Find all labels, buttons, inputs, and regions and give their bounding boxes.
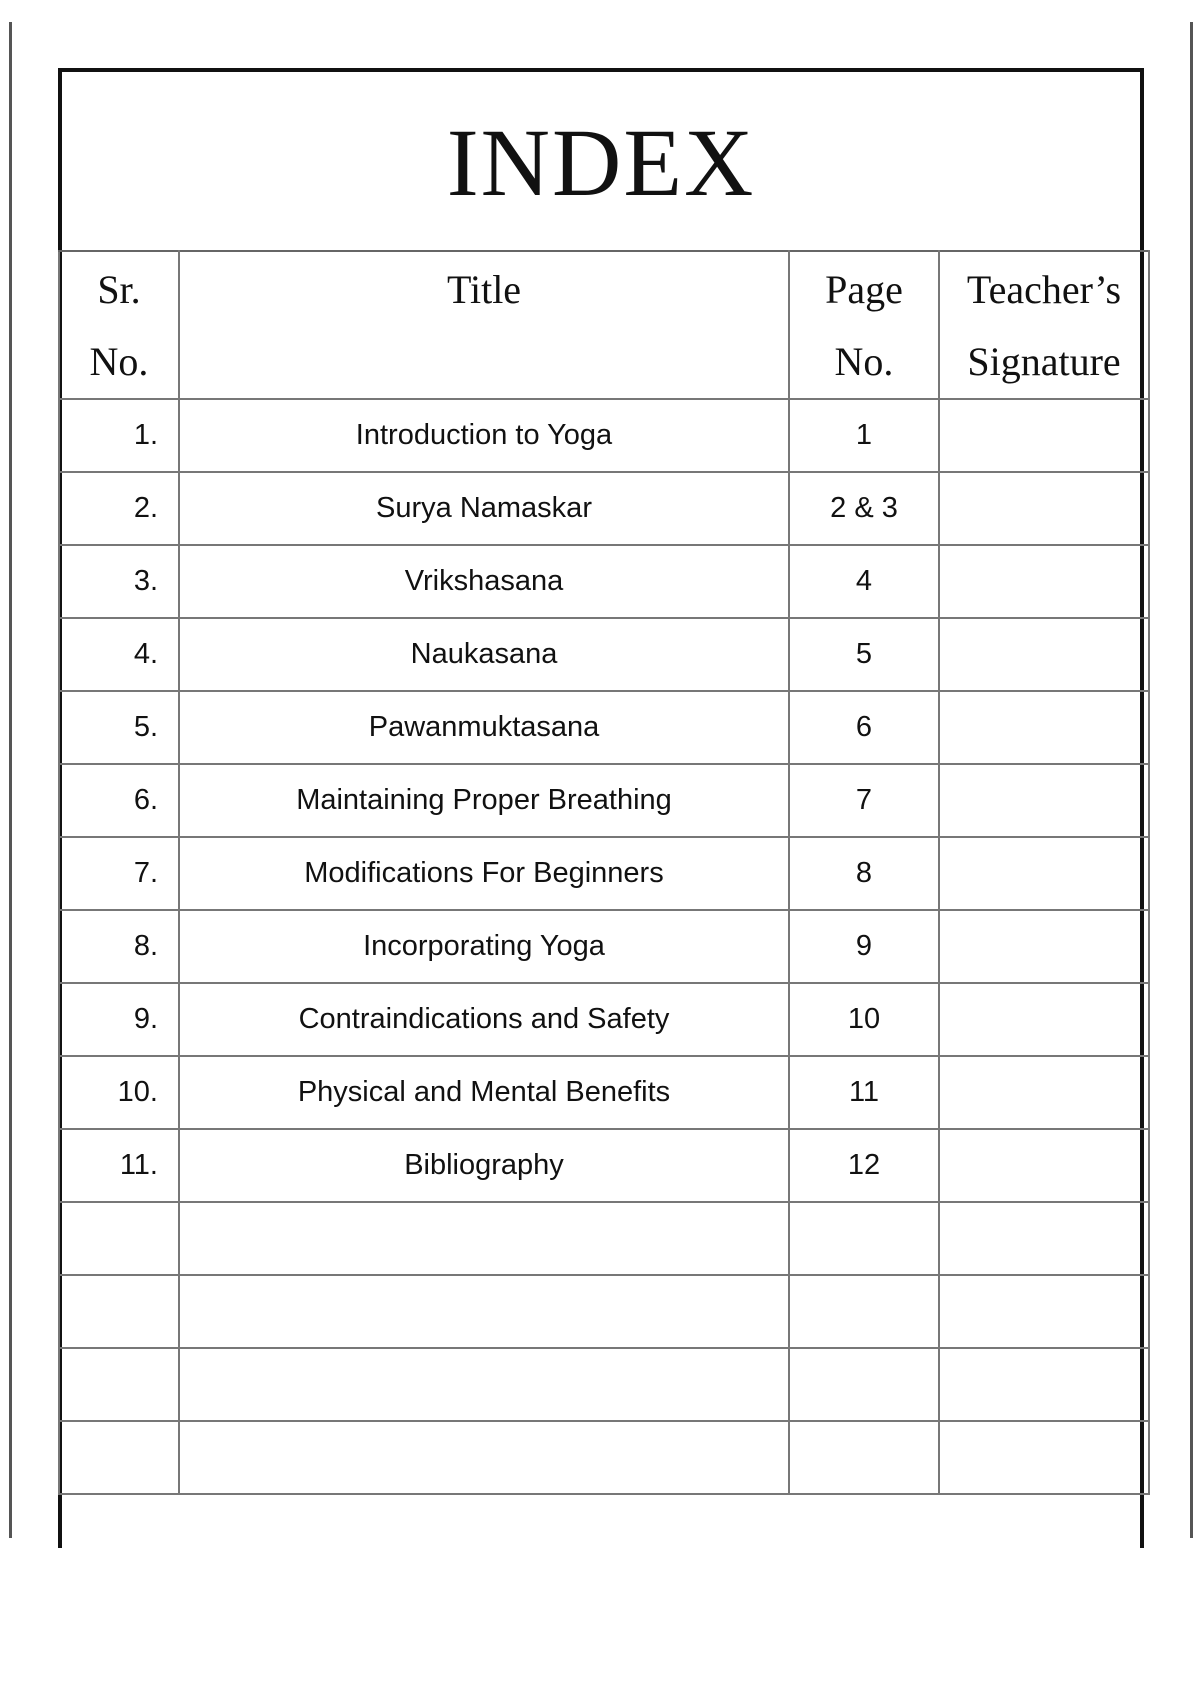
row-sr-no: 6. (59, 764, 179, 837)
row-sr-no: 7. (59, 837, 179, 910)
empty-cell (179, 1202, 789, 1275)
empty-cell (789, 1421, 939, 1494)
row-title: Modifications For Beginners (179, 837, 789, 910)
row-page-no: 4 (789, 545, 939, 618)
row-title: Incorporating Yoga (179, 910, 789, 983)
empty-cell (179, 1275, 789, 1348)
row-page-no: 11 (789, 1056, 939, 1129)
header-sr-line1: Sr. (97, 267, 141, 312)
table-row (59, 1056, 1149, 1129)
row-title: Contraindications and Safety (179, 983, 789, 1056)
row-title: Introduction to Yoga (179, 399, 789, 472)
empty-cell (939, 1421, 1149, 1494)
row-sr-no: 11. (59, 1129, 179, 1202)
table-row (59, 399, 1149, 472)
empty-cell (179, 1348, 789, 1421)
table-row (59, 837, 1149, 910)
empty-cell (789, 1275, 939, 1348)
empty-cell (59, 1348, 179, 1421)
table-row (59, 764, 1149, 837)
header-row (59, 251, 1149, 399)
empty-row (59, 1202, 1149, 1275)
row-signature-cell (939, 472, 1149, 545)
empty-cell (179, 1421, 789, 1494)
row-signature-cell (939, 983, 1149, 1056)
row-page-no: 7 (789, 764, 939, 837)
row-page-no: 2 & 3 (789, 472, 939, 545)
row-signature-cell (939, 837, 1149, 910)
row-page-no: 10 (789, 983, 939, 1056)
table-row (59, 1129, 1149, 1202)
row-sr-no: 2. (59, 472, 179, 545)
row-sr-no: 3. (59, 545, 179, 618)
header-page-no (789, 251, 939, 399)
empty-cell (789, 1348, 939, 1421)
row-title: Bibliography (179, 1129, 789, 1202)
empty-cell (59, 1202, 179, 1275)
table-row (59, 983, 1149, 1056)
empty-cell (939, 1348, 1149, 1421)
index-heading: INDEX (446, 109, 756, 216)
row-signature-cell (939, 910, 1149, 983)
row-title: Physical and Mental Benefits (179, 1056, 789, 1129)
header-teacher-signature (939, 251, 1149, 399)
table-row (59, 910, 1149, 983)
row-title: Surya Namaskar (179, 472, 789, 545)
header-signature-line2: Signature (967, 339, 1121, 384)
row-signature-cell (939, 691, 1149, 764)
row-signature-cell (939, 545, 1149, 618)
header-sr-line2: No. (89, 339, 149, 384)
table-row (59, 545, 1149, 618)
row-signature-cell (939, 1129, 1149, 1202)
empty-row (59, 1348, 1149, 1421)
row-sr-no: 9. (59, 983, 179, 1056)
empty-cell (59, 1421, 179, 1494)
empty-row (59, 1275, 1149, 1348)
row-sr-no: 5. (59, 691, 179, 764)
row-sr-no: 1. (59, 399, 179, 472)
row-sr-no: 10. (59, 1056, 179, 1129)
row-page-no: 12 (789, 1129, 939, 1202)
row-sr-no: 8. (59, 910, 179, 983)
row-signature-cell (939, 618, 1149, 691)
row-signature-cell (939, 399, 1149, 472)
row-page-no: 6 (789, 691, 939, 764)
row-page-no: 1 (789, 399, 939, 472)
index-frame (58, 68, 1144, 1548)
row-sr-no: 4. (59, 618, 179, 691)
empty-cell (939, 1202, 1149, 1275)
header-signature-line1: Teacher’s (966, 267, 1122, 312)
header-title (179, 251, 789, 399)
row-signature-cell (939, 764, 1149, 837)
header-sr-no (59, 251, 179, 399)
table-row (59, 618, 1149, 691)
table-row (59, 691, 1149, 764)
header-page-line2: No. (834, 339, 894, 384)
index-table (58, 250, 1150, 1495)
row-title: Maintaining Proper Breathing (179, 764, 789, 837)
empty-row (59, 1421, 1149, 1494)
header-title-label: Title (446, 267, 522, 312)
row-page-no: 5 (789, 618, 939, 691)
header-page-line1: Page (825, 267, 903, 312)
page-left-rule (9, 22, 12, 1538)
row-page-no: 8 (789, 837, 939, 910)
row-title: Vrikshasana (179, 545, 789, 618)
row-signature-cell (939, 1056, 1149, 1129)
empty-cell (789, 1202, 939, 1275)
table-row (59, 472, 1149, 545)
empty-cell (939, 1275, 1149, 1348)
empty-cell (59, 1275, 179, 1348)
row-title: Naukasana (179, 618, 789, 691)
page-right-rule (1190, 22, 1193, 1538)
row-title: Pawanmuktasana (179, 691, 789, 764)
row-page-no: 9 (789, 910, 939, 983)
